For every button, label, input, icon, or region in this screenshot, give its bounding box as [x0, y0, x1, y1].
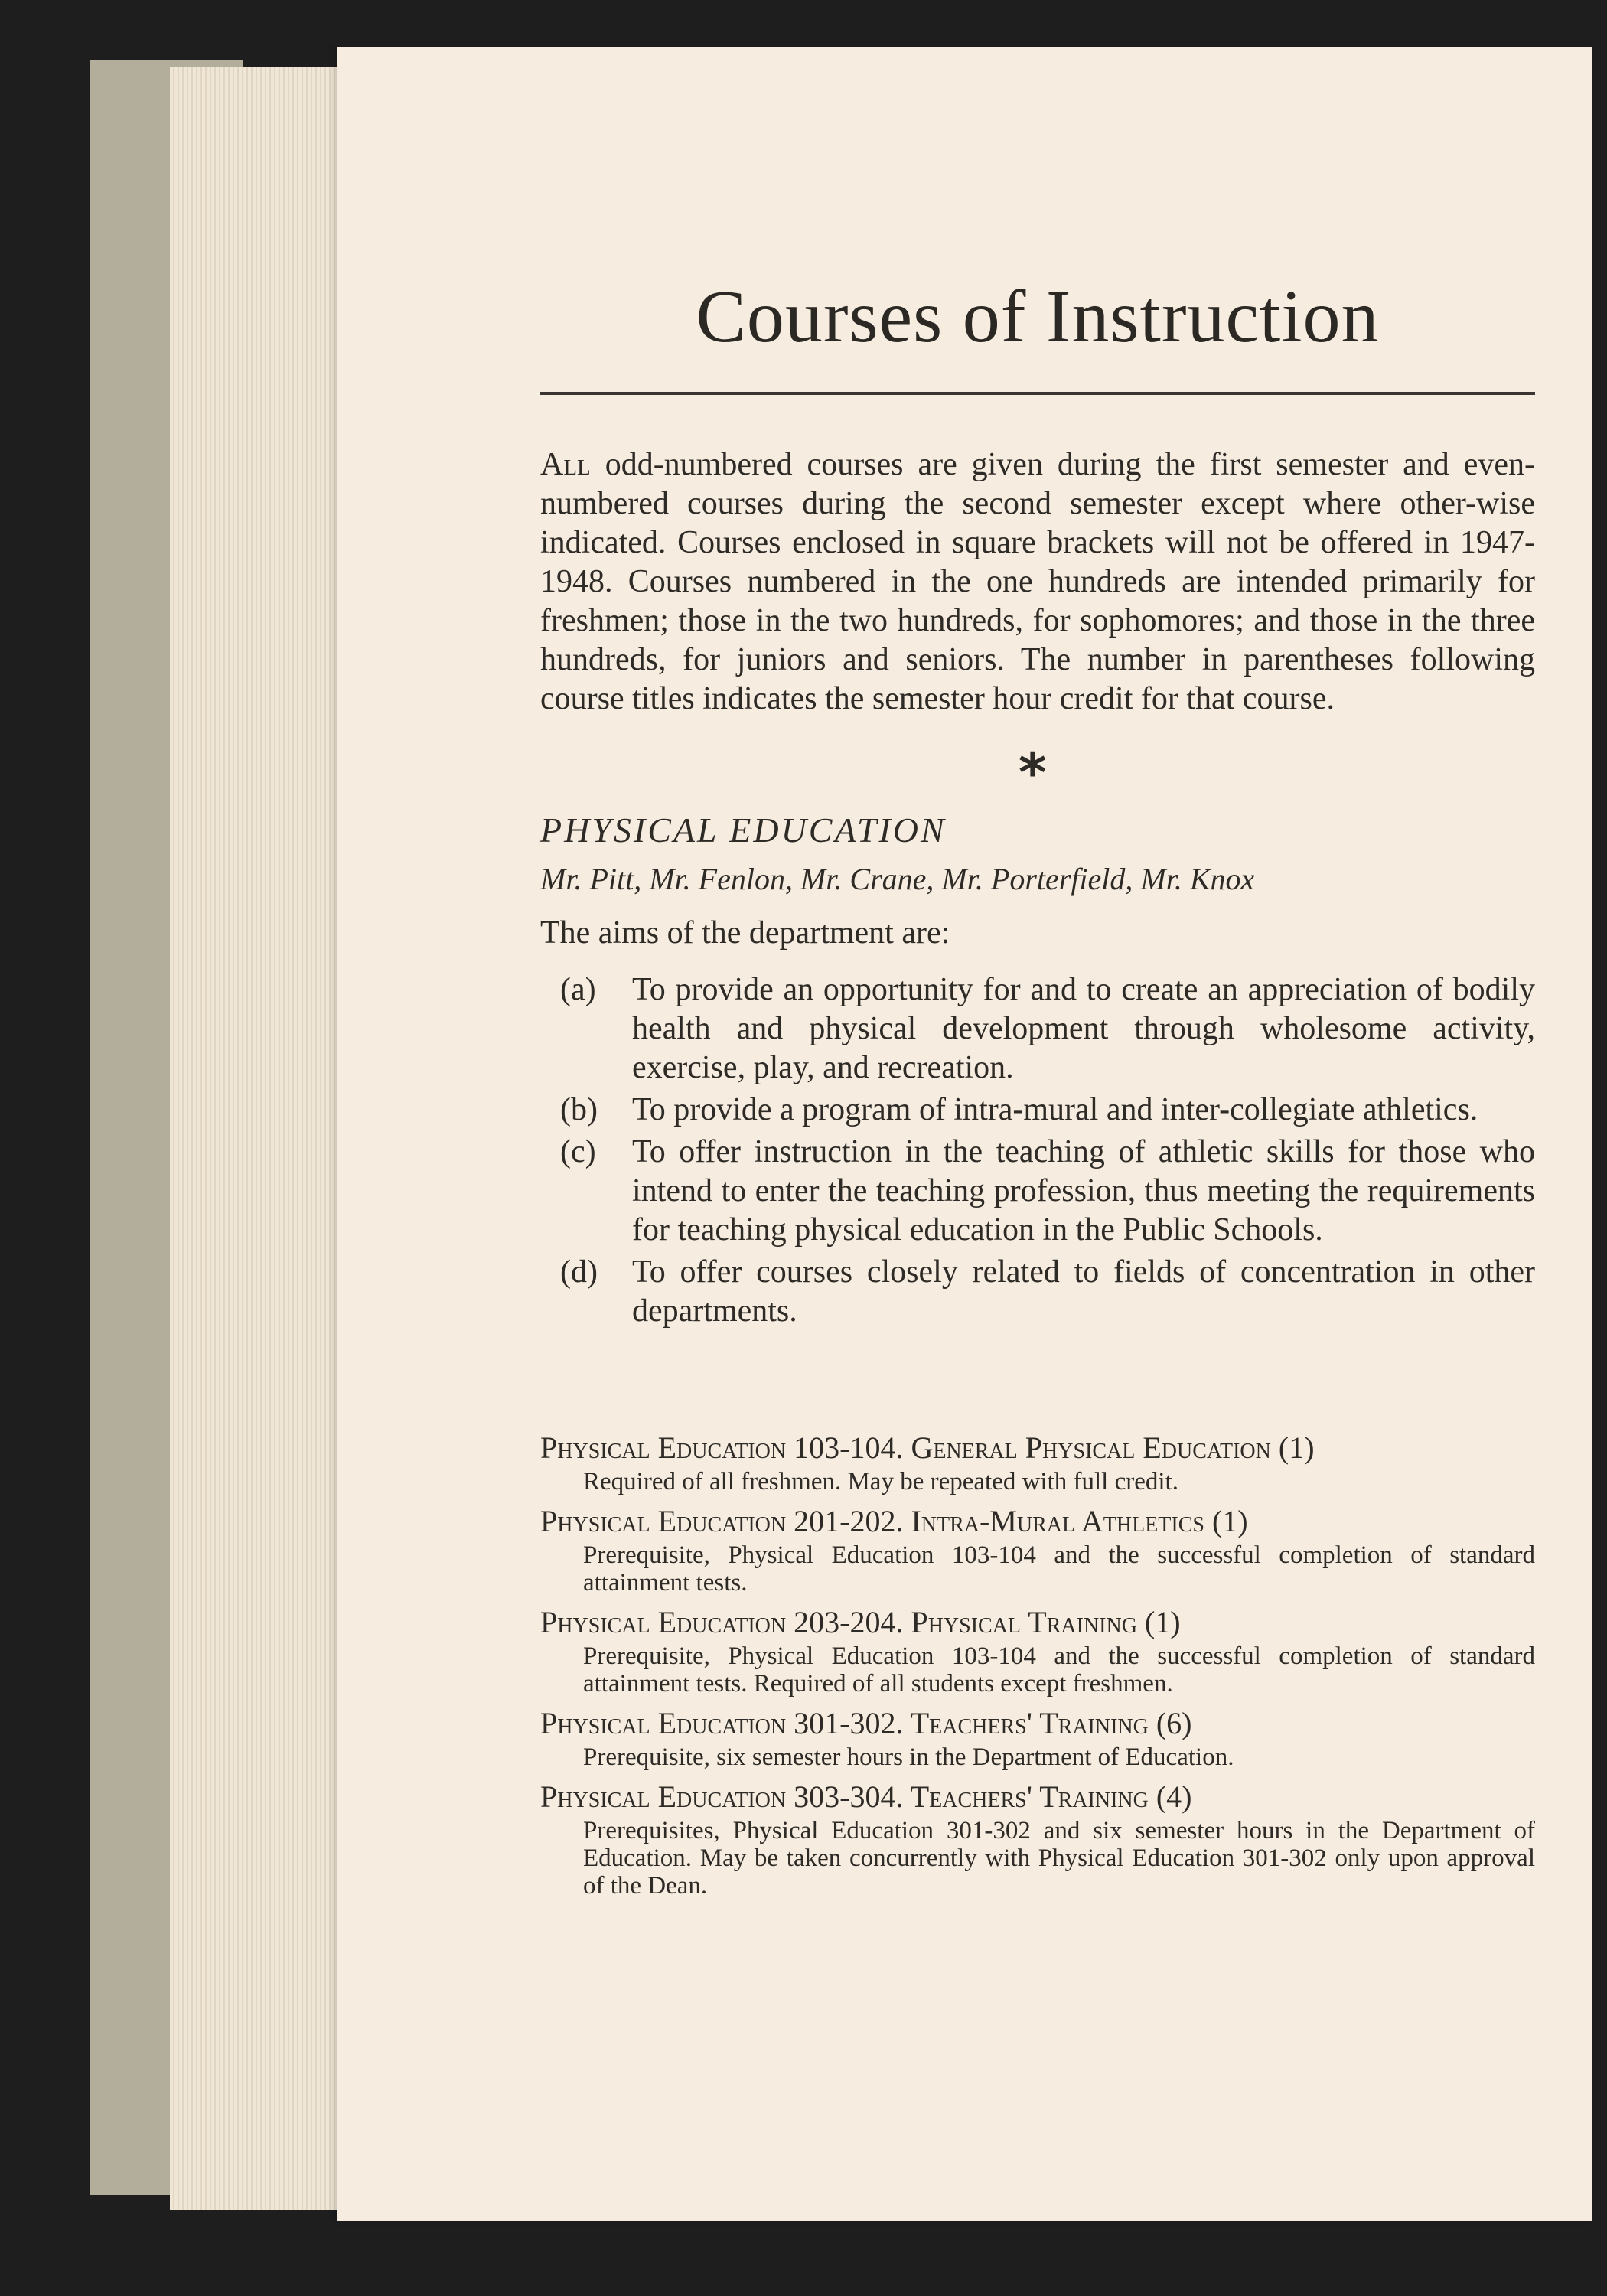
- aim-label: (c): [560, 1134, 596, 1169]
- book-page-edges: [170, 67, 347, 2210]
- course-entry: [540, 1777, 1535, 1900]
- aim-text: To provide an opportunity for and to create an appreciation of bodily health and physical development through wholesome activity, exercise, play, and recreation.: [632, 972, 1535, 1085]
- aims-intro: The aims of the department are:: [540, 915, 950, 951]
- aim-text: To offer courses closely related to fields of concentration in other departments.: [632, 1254, 1535, 1329]
- intro-lead: All: [540, 447, 591, 482]
- aim-label: (a): [560, 972, 596, 1007]
- aim-label: (b): [560, 1092, 598, 1127]
- course-description: Prerequisite, Physical Education 103-104 and the successful completion of standard attainment tests.: [583, 1541, 1535, 1596]
- section-separator: *: [1019, 742, 1047, 804]
- title-rule: [540, 392, 1535, 395]
- aim-item: [540, 1091, 1535, 1130]
- course-entry: [540, 1603, 1535, 1698]
- course-entry: [540, 1428, 1535, 1495]
- course-description: Prerequisite, six semester hours in the Department of Education.: [583, 1743, 1234, 1771]
- course-heading: Physical Education 103-104. General Physical Education (1): [540, 1430, 1315, 1465]
- intro-paragraph: [540, 445, 1535, 719]
- page-title: Courses of Instruction: [696, 276, 1380, 358]
- course-description: Prerequisites, Physical Education 301-302 and six semester hours in the Department of Education. May be taken concurrently with Physical Education 301-302 only upon approval of the Dean.: [583, 1817, 1535, 1900]
- course-heading: Physical Education 301-302. Teachers' Training (6): [540, 1706, 1192, 1740]
- course-heading: Physical Education 201-202. Intra-Mural Athletics (1): [540, 1504, 1248, 1538]
- aim-text: To provide a program of intra-mural and inter-collegiate athletics.: [632, 1092, 1478, 1127]
- department-faculty: Mr. Pitt, Mr. Fenlon, Mr. Crane, Mr. Porterfield, Mr. Knox: [540, 862, 1255, 896]
- course-list: [540, 1428, 1535, 1906]
- course-heading: Physical Education 303-304. Teachers' Training (4): [540, 1779, 1192, 1814]
- aim-item: [540, 1133, 1535, 1250]
- course-entry: [540, 1704, 1535, 1771]
- course-entry: [540, 1502, 1535, 1596]
- aim-text: To offer instruction in the teaching of athletic skills for those who intend to enter the teaching profession, thus meeting the requirements for teaching physical education in the Public Schools.: [632, 1134, 1535, 1247]
- aims-list: [540, 970, 1535, 1334]
- aim-label: (d): [560, 1254, 598, 1290]
- aim-item: [540, 970, 1535, 1088]
- aim-item: [540, 1253, 1535, 1331]
- course-description: Required of all freshmen. May be repeated with full credit.: [583, 1468, 1178, 1495]
- intro-text: odd-numbered courses are given during the first semester and even-numbered courses during the second semester except where other-wise indicated. Courses enclosed in square brackets will not be offered in 1947-1948. Courses numbered in the one hundreds are intended primarily for freshmen; those in the two hundreds, for sophomores; and those in the three hundreds, for juniors and seniors. The number in parentheses following course titles indicates the semester hour credit for that course.: [540, 447, 1535, 716]
- course-heading: Physical Education 203-204. Physical Training (1): [540, 1605, 1181, 1639]
- course-description: Prerequisite, Physical Education 103-104 and the successful completion of standard attainment tests. Required of all students except freshmen.: [583, 1642, 1535, 1698]
- department-name: PHYSICAL EDUCATION: [540, 810, 947, 850]
